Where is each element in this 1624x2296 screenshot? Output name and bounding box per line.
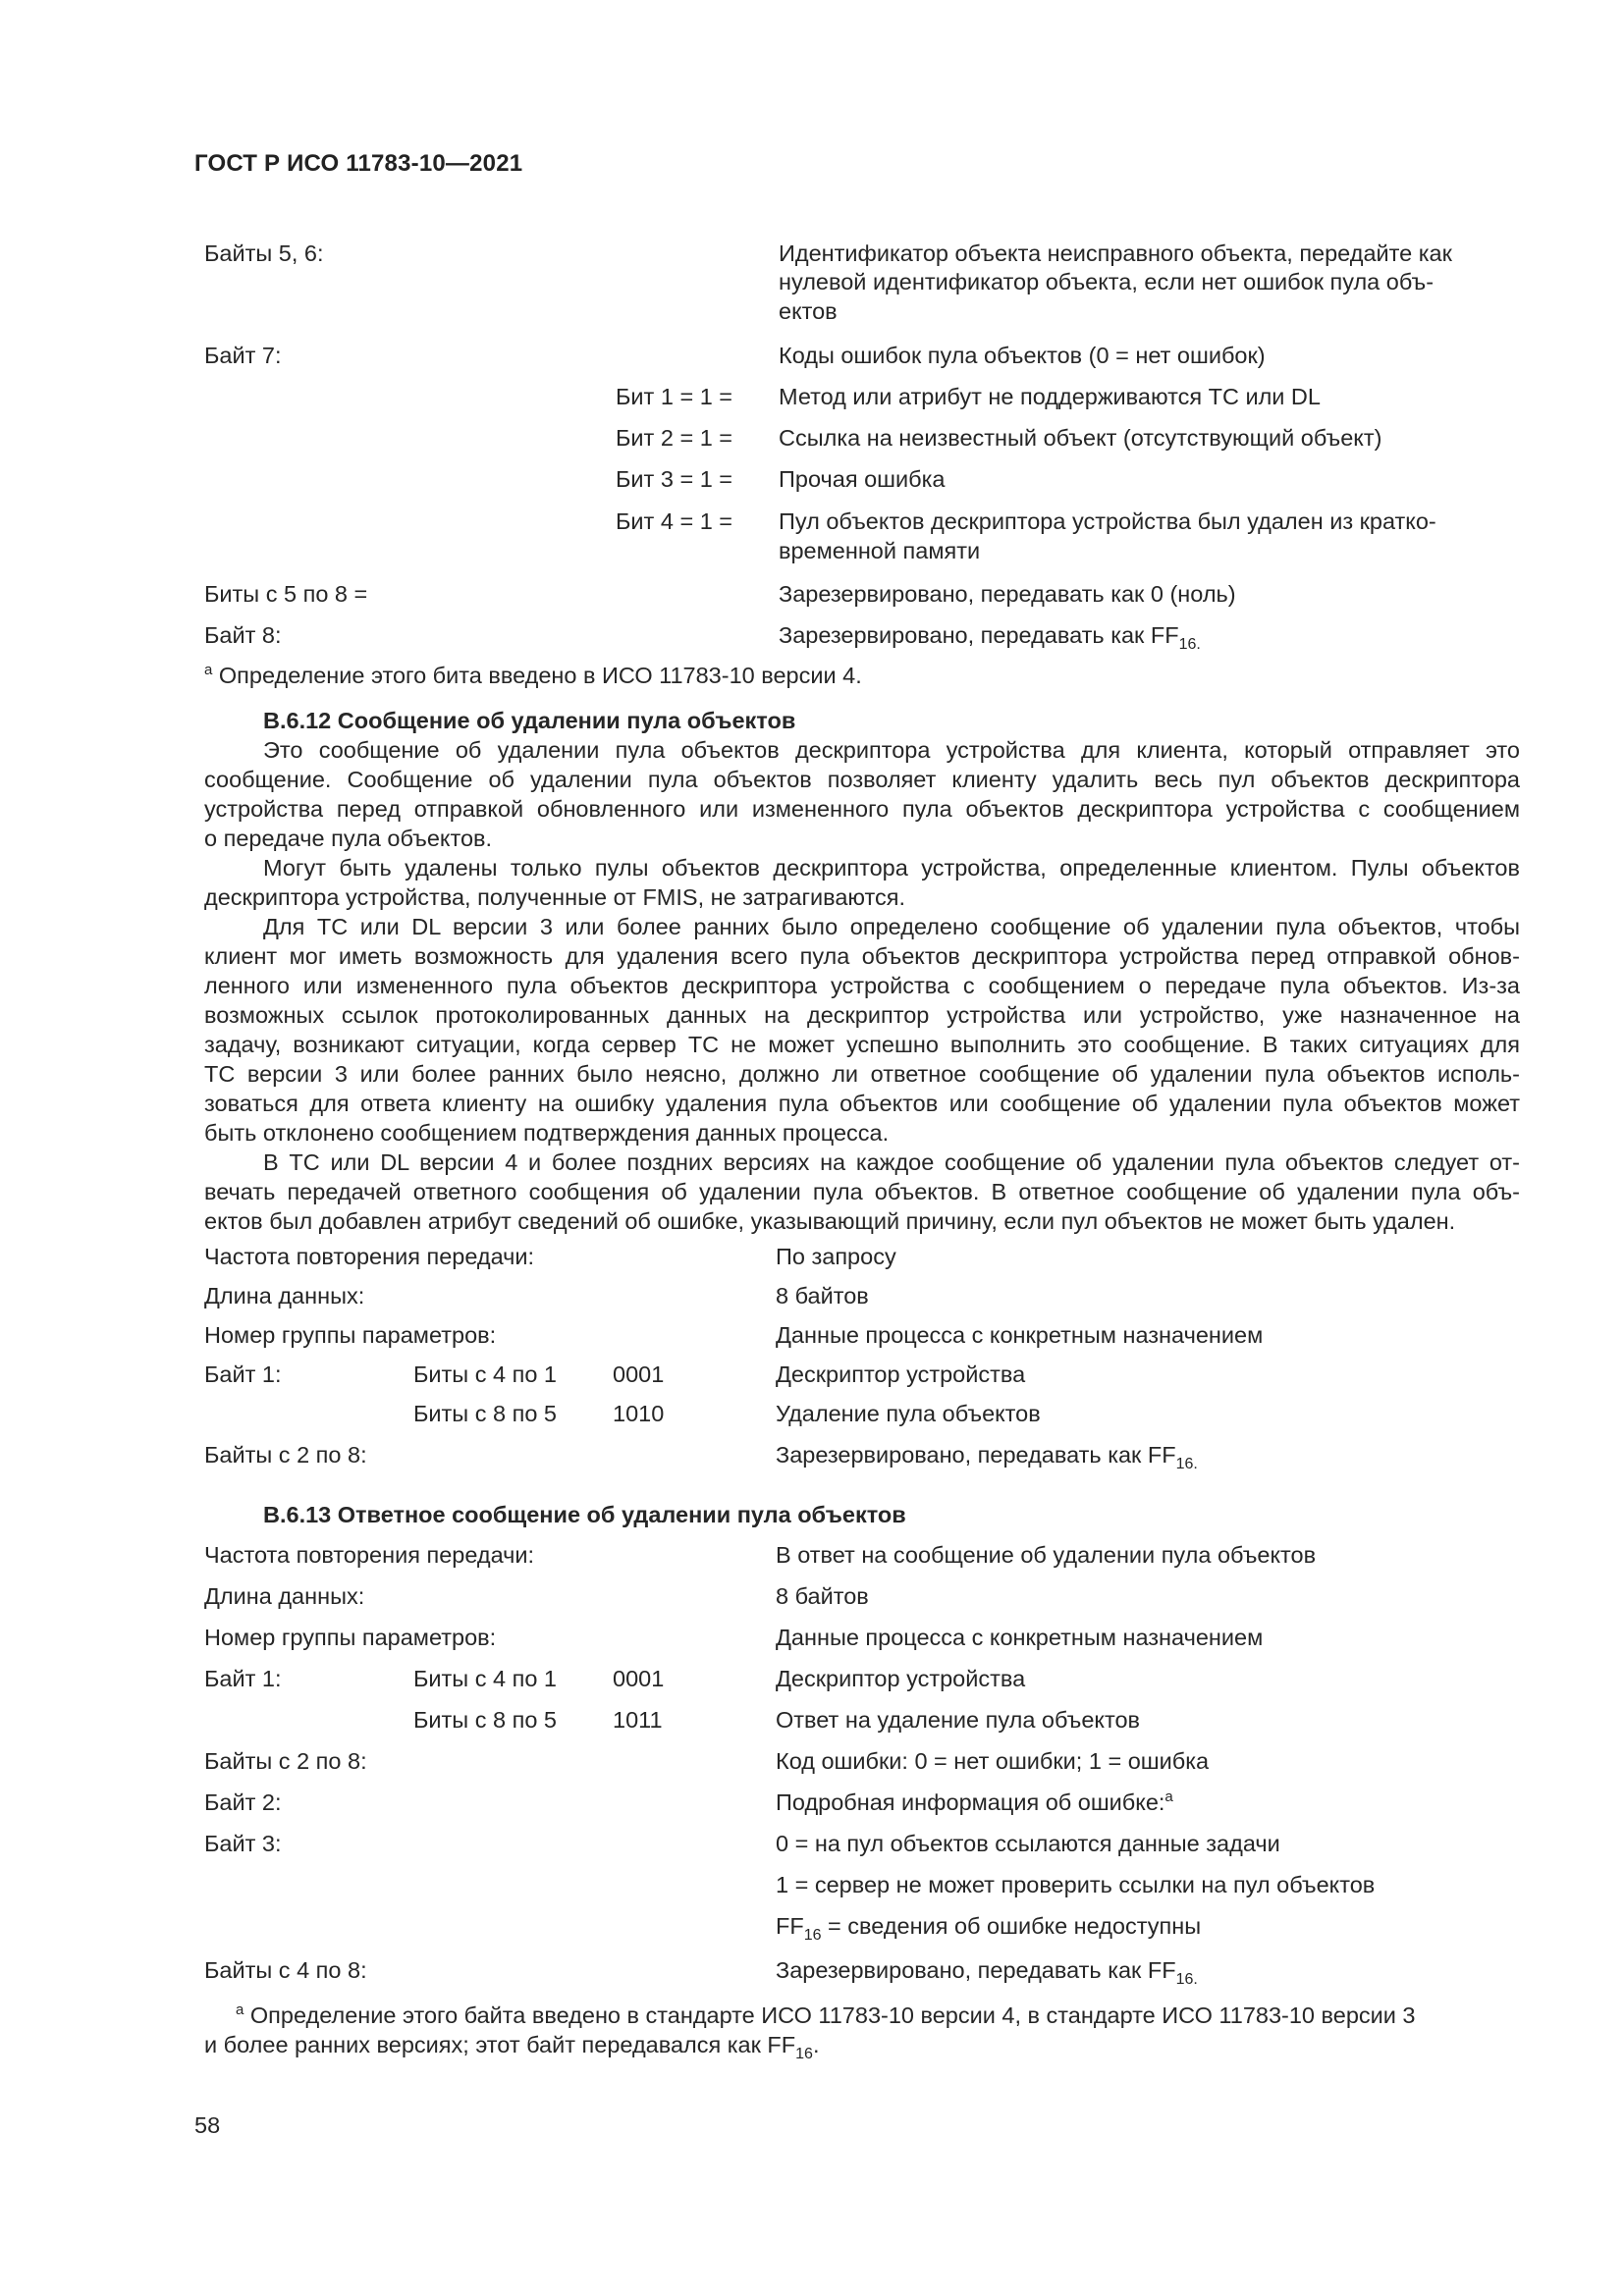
bytes56-desc-line2: нулевой идентификатор объекта, если нет ошибок пула объ- (779, 269, 1435, 294)
bit4-desc-line1: Пул объектов дескриптора устройства был удален из кратко- (779, 508, 1436, 534)
bit3-label: Бит 3 = 1 = (616, 466, 733, 492)
s613-bits85-desc: Ответ на удаление пула объектов (776, 1707, 1141, 1733)
s613-byte3-line2: 1 = сервер не может проверить ссылки на пул объектов (776, 1872, 1376, 1897)
byte7-desc: Коды ошибок пула объектов (0 = нет ошибок) (779, 343, 1266, 368)
s612-pgn-value: Данные процесса с конкретным назначением (776, 1322, 1264, 1348)
s612-bits85-desc: Удаление пула объектов (776, 1401, 1041, 1426)
table1-footnote: $^a$ Определение этого бита введено в ИСО 11783-10 версии 4. (204, 662, 862, 688)
s613-bytes48-desc: Зарезервировано, передавать как $FF_{16.}$ (776, 1957, 1198, 1988)
s612-bits41-code: 0001 (613, 1362, 665, 1387)
bytes56-label: Байты 5, 6: (204, 240, 324, 266)
s612-bits85-label: Биты с 8 по 5 (413, 1401, 558, 1426)
bit1-label: Бит 1 = 1 = (616, 384, 733, 409)
section-612-para2: Могут быть удалены только пулы объектов дескриптора устройства, определенные клиентом. Пулы объектов дескриптора устройства, полученные от FMIS, не затрагиваются. (204, 855, 1520, 910)
s613-byte3-desc: 0 = на пул объектов ссылаются данные задачи (776, 1831, 1280, 1856)
bits58-desc: Зарезервировано, передавать как 0 (ноль) (779, 581, 1236, 607)
byte8-desc: Зарезервировано, передавать как $FF_{16.}$ (779, 622, 1201, 653)
s613-bytes28-desc: Код ошибки: 0 = нет ошибки; 1 = ошибка (776, 1748, 1210, 1774)
s612-pgn-label: Номер группы параметров: (204, 1322, 497, 1348)
s613-len-value: 8 байтов (776, 1583, 869, 1609)
s612-bits41-label: Биты с 4 по 1 (413, 1362, 558, 1387)
section-612-para4: В TC или DL версии 4 и более поздних версиях на каждое сообщение об удалении пула объектов следует от- вечать передачей ответного сообщения об удалении пула объектов. В ответное сообщение об удалении пула объ- ектов был добавлен атрибут сведений об ошибке, указывающий причину, если пул объектов не может быть удален. (204, 1149, 1520, 1234)
bit3-desc: Прочая ошибка (779, 466, 946, 492)
s613-footnote-line2: и более ранних версиях; этот байт передавался как $FF_{16}$. (204, 2032, 820, 2062)
s613-byte2-desc: Подробная информация об ошибке:$^a$ (776, 1789, 1173, 1815)
section-612-para1: Это сообщение об удалении пула объектов дескриптора устройства для клиента, который отправляет это сообщение. Сообщение об удалении пула объектов позволяет клиенту удалить весь пул объектов дескриптора устройства перед отправкой обновленного или измененного пула объектов дескриптора устройства с сообщением о передаче пула объектов. (204, 737, 1520, 851)
s613-footnote-line1: $^a$ Определение этого байта введено в стандарте ИСО 11783-10 версии 4, в стандарте ИСО 11783-10 версии 3 (236, 2002, 1416, 2028)
s612-byte1-label: Байт 1: (204, 1362, 282, 1387)
s613-rate-label: Частота повторения передачи: (204, 1542, 535, 1568)
s613-byte1-label: Байт 1: (204, 1666, 282, 1691)
bit2-label: Бит 2 = 1 = (616, 425, 733, 451)
section-612-para3: Для TC или DL версии 3 или более ранних было определено сообщение об удалении пула объектов, чтобы клиент мог иметь возможность для удаления всего пула объектов дескриптора устройства перед отправкой обнов- ленного или измененного пула объектов дескриптора устройства с сообщением о передаче пула объектов. Из-за возможных ссылок протоколированных данных на дескриптор устройства или устройство, уже назначенное на задачу, возникают ситуации, когда сервер TC не может успешно выполнить это сообщение. В таких ситуациях для TC версии 3 или более ранних было неясно, должно ли ответное сообщение об удалении пула объектов исполь- зоваться для ответа клиенту на ошибку удаления пула объектов или сообщение об удалении пула объектов может быть отклонено сообщением подтверждения данных процесса. (204, 914, 1520, 1146)
s612-bytes28-label: Байты с 2 по 8: (204, 1442, 367, 1468)
s612-len-label: Длина данных: (204, 1283, 365, 1308)
bit4-desc-line2: временной памяти (779, 538, 981, 563)
bit2-desc: Ссылка на неизвестный объект (отсутствующий объект) (779, 425, 1382, 451)
s612-bytes28-desc: Зарезервировано, передавать как $FF_{16.}$ (776, 1442, 1198, 1472)
s613-bits85-label: Биты с 8 по 5 (413, 1707, 558, 1733)
s613-bytes48-label: Байты с 4 по 8: (204, 1957, 367, 1983)
s612-bits41-desc: Дескриптор устройства (776, 1362, 1026, 1387)
s612-rate-label: Частота повторения передачи: (204, 1244, 535, 1269)
bit1-desc: Метод или атрибут не поддерживаются TC или DL (779, 384, 1321, 409)
s612-rate-value: По запросу (776, 1244, 896, 1269)
section-613-heading: B.6.13 Ответное сообщение об удалении пула объектов (263, 1502, 906, 1527)
s612-len-value: 8 байтов (776, 1283, 869, 1308)
s613-bits41-desc: Дескриптор устройства (776, 1666, 1026, 1691)
section-612-heading: B.6.12 Сообщение об удалении пула объектов (263, 708, 796, 733)
s613-bits85-code: 1011 (613, 1707, 663, 1733)
s613-bits41-code: 0001 (613, 1666, 665, 1691)
s612-bits85-code: 1010 (613, 1401, 665, 1426)
s613-len-label: Длина данных: (204, 1583, 365, 1609)
s613-pgn-value: Данные процесса с конкретным назначением (776, 1625, 1264, 1650)
bytes56-desc-line1: Идентификатор объекта неисправного объекта, передайте как (779, 240, 1452, 266)
page-number: 58 (194, 2112, 221, 2138)
byte7-label: Байт 7: (204, 343, 282, 368)
s613-bits41-label: Биты с 4 по 1 (413, 1666, 558, 1691)
bit4-label: Бит 4 = 1 = (616, 508, 733, 534)
bits58-label: Биты с 5 по 8 = (204, 581, 368, 607)
s613-pgn-label: Номер группы параметров: (204, 1625, 497, 1650)
s613-bytes28-label: Байты с 2 по 8: (204, 1748, 367, 1774)
s613-rate-value: В ответ на сообщение об удалении пула объектов (776, 1542, 1317, 1568)
bytes56-desc-line3: ектов (779, 298, 838, 324)
s613-byte3-label: Байт 3: (204, 1831, 282, 1856)
document-header: ГОСТ Р ИСО 11783-10—2021 (194, 150, 523, 177)
s613-byte3-ff: $FF_{16}$ = сведения об ошибке недоступны (776, 1913, 1202, 1944)
s613-byte2-label: Байт 2: (204, 1789, 282, 1815)
byte8-label: Байт 8: (204, 622, 282, 648)
